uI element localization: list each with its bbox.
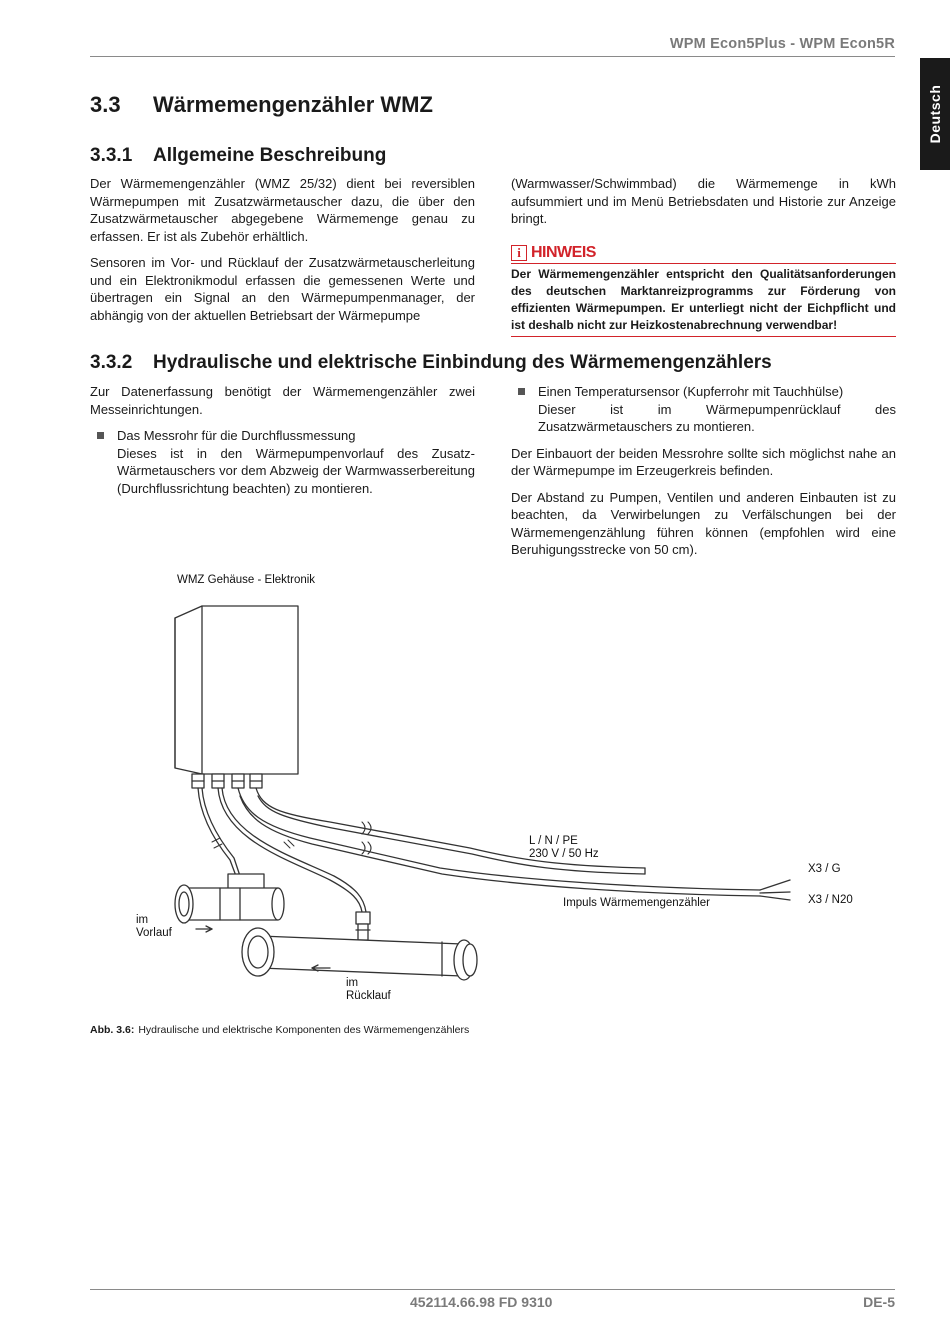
impulse-label: Impuls Wärmemengenzähler [563,897,711,909]
electronics-housing [175,606,298,774]
notice-text: Der Wärmemengenzähler entspricht den Qualitätsanforderungen des deutschen Marktanreizprogramms zur Förderung von effizienten Wärmepumpen. Er unterliegt nicht der Eichpflicht und ist deshalb nicht zur Heizkostenabrechnung verwendbar! [511,264,896,337]
general-left-column [90,175,475,333]
list-item [511,383,896,436]
paragraph: Der Abstand zu Pumpen, Ventilen und anderen Einbauten ist zu beachten, da Verwirbelungen zu Verfälschungen bei der Wärmemengenzählung führen können (empfohlen wird eine Beruhigungsstrecke von 50 cm). [511,489,896,557]
subsection-heading-integration [90,352,772,374]
temperature-sensor [356,912,370,940]
ruecklauf-label-line2: Rücklauf [346,990,391,1002]
section-heading [90,92,433,118]
figure-number: Abb. 3.6: [90,1024,135,1036]
figure-caption [90,1024,469,1036]
terminal-x3-n20-label: X3 / N20 [808,894,853,906]
subsection-number: 3.3.1 [90,145,133,166]
notice-header [511,244,896,264]
power-label [529,835,599,861]
bullet-square-icon [518,388,525,395]
cable-glands [192,774,262,788]
paragraph: Der Einbauort der beiden Messrohre sollte sich möglichst nahe an der Wärmepumpe im Erzeugerkreis befinden. [511,445,896,478]
info-icon: i [511,245,527,261]
notice-box [511,244,896,337]
vorlauf-label-line1: im [136,914,149,926]
terminal-x3-g-label: X3 / G [808,863,841,875]
subsection-title: Hydraulische und elektrische Einbindung des Wärmemengenzählers [153,352,772,373]
vorlauf-label [136,914,172,940]
language-tab [920,58,950,170]
ruecklauf-label [346,977,391,1003]
paragraph: Sensoren im Vor- und Rücklauf der Zusatzwärmetauscherleitung und ein Elektronikmodul erfassen die gemessenen Werte und übertragen ein Signal an den Wärmepumpenmanager, der abhängig von der aktuellen Betriebsart der Wärmepumpe [90,255,475,323]
paragraph: (Warmwasser/Schwimmbad) die Wärmemenge in kWh aufsummiert und im Menü Betriebsdaten und Historie zur Anzeige bringt. [511,176,896,226]
list-item-title: Einen Temperatursensor (Kupferrohr mit Tauchhülse) [538,384,844,399]
list-item [90,427,475,497]
subsection-number: 3.3.2 [90,352,133,373]
page-number: DE-5 [863,1294,895,1310]
header-title: WPM Econ5Plus - WPM Econ5R [669,36,895,52]
paragraph: Der Wärmemengenzähler (WMZ 25/32) dient bei reversiblen Wärmepumpen mit Zusatzwärmetauscher dazu, die über den Zusatzwärmetauscher abgegebene Wärmemenge genau zu erfassen. Er ist als Zubehör erhältlich. [90,176,475,244]
subsection-title: Allgemeine Beschreibung [153,145,387,166]
section-title: Wärmemengenzähler WMZ [153,92,433,117]
ruecklauf-label-line1: im [346,977,359,989]
header-divider [90,56,895,57]
housing-label: WMZ Gehäuse - Elektronik [177,574,316,586]
bullet-square-icon [97,432,104,439]
vorlauf-label-line2: Vorlauf [136,927,172,939]
flow-meter-pipe [175,874,284,923]
power-label-line2: 230 V / 50 Hz [529,848,599,860]
integration-left-column [90,383,475,506]
language-tab-label: Deutsch [927,84,943,144]
footer-divider [90,1289,895,1290]
footer-doc-number: 452114.66.98 FD 9310 [410,1294,553,1310]
general-right-column [511,175,896,237]
figure-caption-text: Hydraulische und elektrische Komponenten des Wärmemengenzählers [138,1024,470,1036]
list-item-text: Dieses ist in den Wärmepumpenvorlauf des Zusatz-Wärmetauschers vor dem Abzweig der Warmwasserbereitung (Durchflussrichtung beachten) zu montieren. [117,445,475,496]
power-label-line1: L / N / PE [529,835,578,847]
paragraph: Zur Datenerfassung benötigt der Wärmemengenzähler zwei Messeinrichtungen. [90,384,475,417]
notice-label: HINWEIS [531,244,596,261]
section-number: 3.3 [90,92,121,117]
subsection-heading-general [90,145,386,167]
wmz-components-diagram [0,560,950,1020]
integration-right-column [511,383,896,568]
list-item-text: Dieser ist im Wärmepumpenrücklauf des Zusatzwärmetauschers zu montieren. [538,401,896,434]
impulse-cable [238,788,760,890]
list-item-title: Das Messrohr für die Durchflussmessung [117,428,356,443]
